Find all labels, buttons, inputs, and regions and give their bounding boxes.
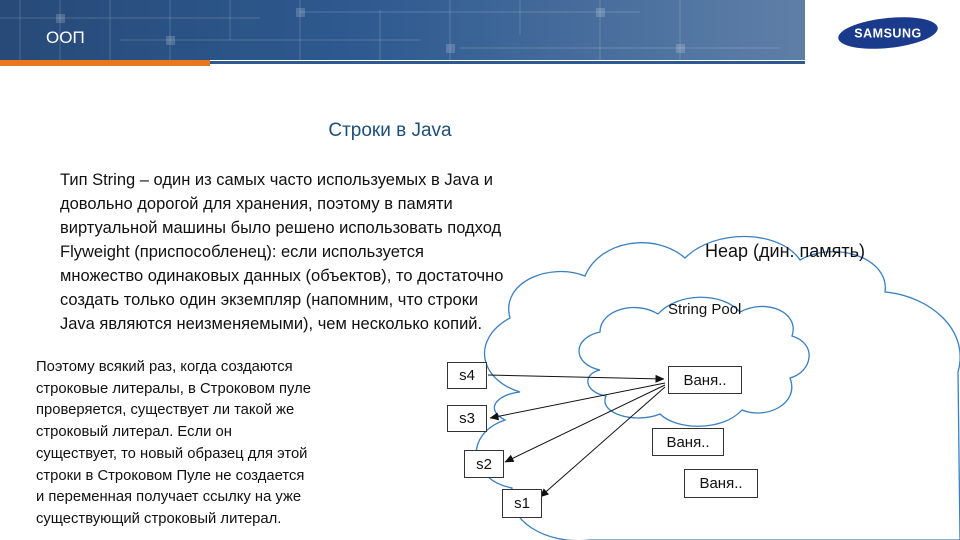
var-s3-box: s3 bbox=[447, 405, 487, 432]
section-title: ООП bbox=[46, 28, 85, 47]
heap-label: Heap (дин. память) bbox=[705, 241, 866, 261]
explanation-paragraph: Поэтому всякий раз, когда создаются строковые литералы, в Строковом пуле проверяется, существует ли такой же строковый литерал. Если он существует, то новый образец для этой строки в Строковом Пуле не создается и переменная получает ссылку на уже существующий строковый литерал. bbox=[36, 359, 311, 527]
string-object-box: Ваня.. bbox=[684, 469, 758, 498]
intro-paragraph: Тип String – один из самых часто используемых в Java и довольно дорогой для хранения, поэтому в памяти виртуальной машины было решено использовать подход Flyweight (приспособленец): если используется множество одинаковых данных (объектов), то достаточно создать только один экземпляр (напомним, что строки Java являются неизменяемыми), чем несколько копий. bbox=[60, 171, 504, 333]
arrow-s3 bbox=[490, 383, 665, 418]
string-object-box: Ваня.. bbox=[652, 428, 724, 456]
var-s2-box: s2 bbox=[464, 450, 504, 478]
string-object-box: Ваня.. bbox=[668, 366, 742, 394]
arrow-s2 bbox=[505, 385, 665, 462]
string-pool-label: String Pool bbox=[668, 301, 742, 318]
var-s4-box: s4 bbox=[447, 362, 487, 389]
var-s1-box: s1 bbox=[502, 489, 542, 518]
slide-title: Строки в Java bbox=[328, 120, 452, 141]
logo-text: SAMSUNG bbox=[854, 26, 922, 41]
arrow-s4 bbox=[488, 375, 664, 379]
arrow-s1 bbox=[540, 387, 665, 497]
